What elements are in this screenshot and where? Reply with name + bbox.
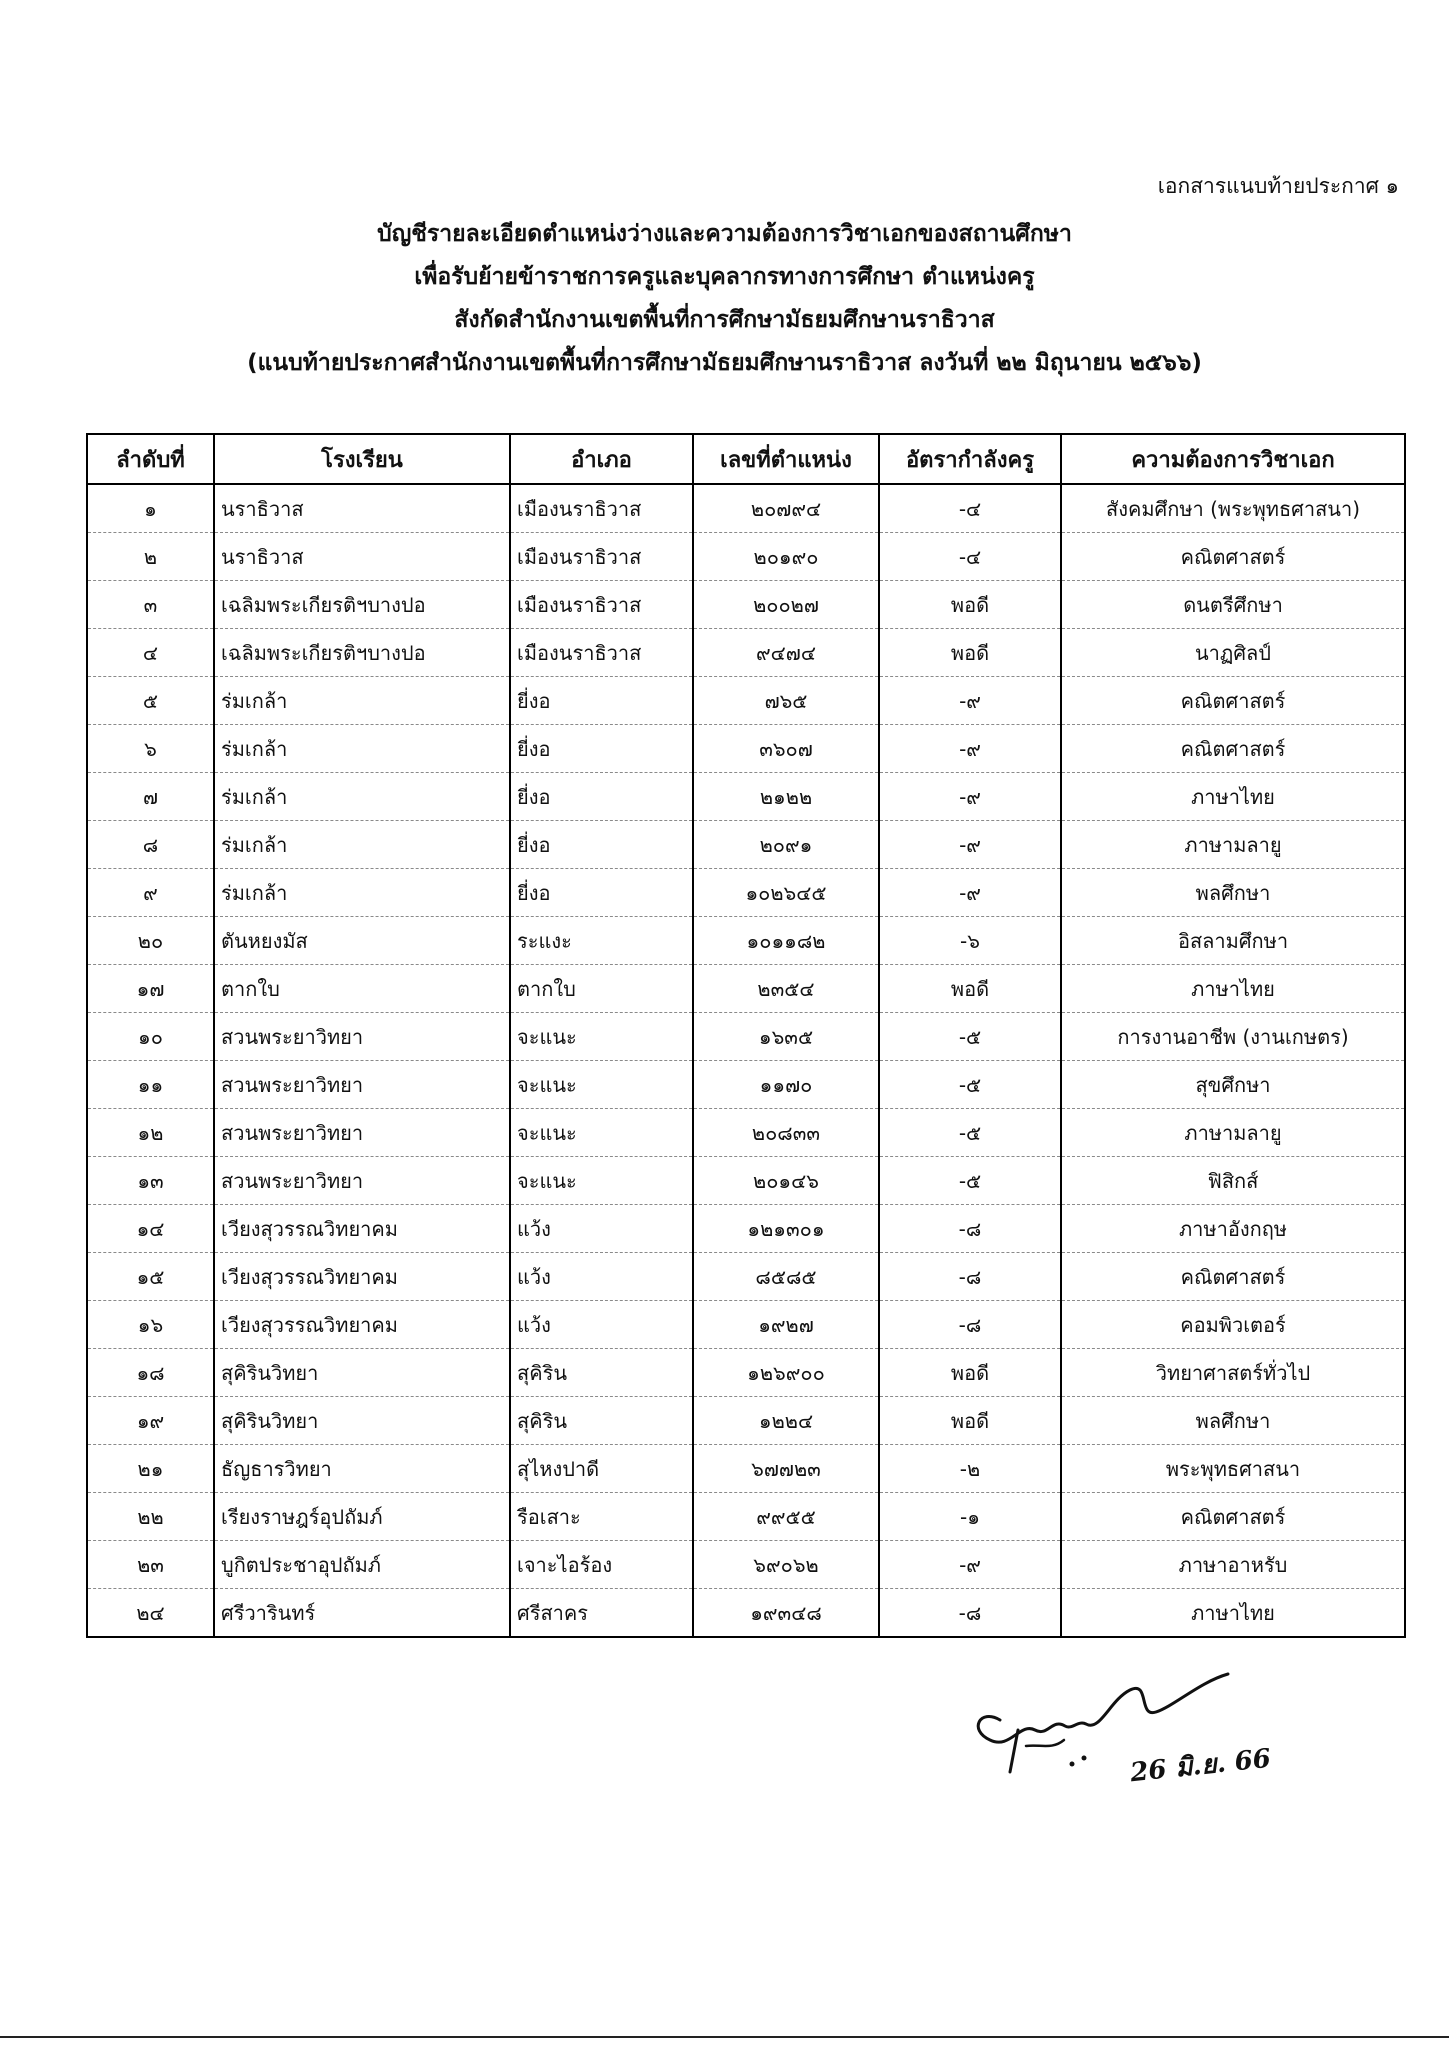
table-row <box>87 484 1405 533</box>
cell-position-number: ๒๐๑๔๖ <box>693 1157 879 1205</box>
cell-position-number: ๓๖๐๗ <box>693 725 879 773</box>
cell-order: ๑๑ <box>87 1061 214 1109</box>
cell-district: ยี่งอ <box>510 773 693 821</box>
cell-order: ๑๒ <box>87 1109 214 1157</box>
table-row <box>87 917 1405 965</box>
cell-order: ๑๕ <box>87 1253 214 1301</box>
table-row <box>87 1061 1405 1109</box>
cell-district: ยี่งอ <box>510 821 693 869</box>
cell-position-number: ๘๕๘๕ <box>693 1253 879 1301</box>
cell-school: สุคิรินวิทยา <box>214 1397 510 1445</box>
cell-staffing: -๘ <box>879 1253 1061 1301</box>
table-row <box>87 965 1405 1013</box>
cell-order: ๒๑ <box>87 1445 214 1493</box>
cell-school: ร่มเกล้า <box>214 677 510 725</box>
cell-major-required: คณิตศาสตร์ <box>1061 725 1405 773</box>
cell-position-number: ๒๐๑๙๐ <box>693 533 879 581</box>
header-order: ลำดับที่ <box>87 434 214 484</box>
attachment-label: เอกสารแนบท้ายประกาศ ๑ <box>1157 174 1399 198</box>
cell-major-required: ภาษาอาหรับ <box>1061 1541 1405 1589</box>
title-line-1: บัญชีรายละเอียดตำแหน่งว่างและความต้องการวิชาเอกของสถานศึกษา <box>377 221 1072 247</box>
cell-school: ธัญธารวิทยา <box>214 1445 510 1493</box>
cell-order: ๒๒ <box>87 1493 214 1541</box>
cell-district: ตากใบ <box>510 965 693 1013</box>
cell-major-required: พระพุทธศาสนา <box>1061 1445 1405 1493</box>
header-staffing: อัตรากำลังครู <box>879 434 1061 484</box>
cell-staffing: พอดี <box>879 629 1061 677</box>
cell-position-number: ๙๙๕๕ <box>693 1493 879 1541</box>
cell-staffing: -๔ <box>879 484 1061 533</box>
table-row <box>87 1205 1405 1253</box>
cell-major-required: สุขศึกษา <box>1061 1061 1405 1109</box>
cell-major-required: ดนตรีศึกษา <box>1061 581 1405 629</box>
cell-staffing: -๙ <box>879 821 1061 869</box>
table-row <box>87 1589 1405 1638</box>
cell-order: ๒๔ <box>87 1589 214 1638</box>
cell-order: ๒๐ <box>87 917 214 965</box>
table-row <box>87 1349 1405 1397</box>
table-row <box>87 1445 1405 1493</box>
cell-district: ยี่งอ <box>510 677 693 725</box>
cell-school: เวียงสุวรรณวิทยาคม <box>214 1253 510 1301</box>
cell-school: บูกิตประชาอุปถัมภ์ <box>214 1541 510 1589</box>
page-bottom-rule <box>0 2036 1449 2038</box>
table-row <box>87 581 1405 629</box>
table-row <box>87 533 1405 581</box>
title-line-3: สังกัดสำนักงานเขตพื้นที่การศึกษามัธยมศึกษานราธิวาส <box>454 307 995 333</box>
cell-staffing: -๔ <box>879 533 1061 581</box>
table-row <box>87 1301 1405 1349</box>
table-row <box>87 869 1405 917</box>
cell-major-required: พลศึกษา <box>1061 1397 1405 1445</box>
cell-school: ตันหยงมัส <box>214 917 510 965</box>
cell-school: เฉลิมพระเกียรติฯบางปอ <box>214 629 510 677</box>
cell-order: ๒ <box>87 533 214 581</box>
cell-school: เรียงราษฎร์อุปถัมภ์ <box>214 1493 510 1541</box>
cell-order: ๔ <box>87 629 214 677</box>
cell-staffing: -๘ <box>879 1205 1061 1253</box>
cell-school: ร่มเกล้า <box>214 869 510 917</box>
cell-district: ยี่งอ <box>510 725 693 773</box>
cell-order: ๘ <box>87 821 214 869</box>
table-row <box>87 1541 1405 1589</box>
cell-district: จะแนะ <box>510 1157 693 1205</box>
cell-position-number: ๑๐๒๖๔๕ <box>693 869 879 917</box>
cell-school: เวียงสุวรรณวิทยาคม <box>214 1301 510 1349</box>
cell-major-required: ฟิสิกส์ <box>1061 1157 1405 1205</box>
table-row <box>87 629 1405 677</box>
cell-school: สวนพระยาวิทยา <box>214 1157 510 1205</box>
cell-major-required: ภาษามลายู <box>1061 1109 1405 1157</box>
cell-staffing: พอดี <box>879 581 1061 629</box>
cell-school: เวียงสุวรรณวิทยาคม <box>214 1205 510 1253</box>
cell-school: เฉลิมพระเกียรติฯบางปอ <box>214 581 510 629</box>
cell-order: ๑๙ <box>87 1397 214 1445</box>
cell-school: ร่มเกล้า <box>214 725 510 773</box>
cell-position-number: ๑๙๓๔๘ <box>693 1589 879 1638</box>
table-row <box>87 1493 1405 1541</box>
cell-staffing: -๙ <box>879 869 1061 917</box>
cell-major-required: คณิตศาสตร์ <box>1061 533 1405 581</box>
cell-school: สุคิรินวิทยา <box>214 1349 510 1397</box>
table-body <box>87 484 1405 1637</box>
cell-order: ๓ <box>87 581 214 629</box>
cell-order: ๑๐ <box>87 1013 214 1061</box>
cell-district: เมืองนราธิวาส <box>510 629 693 677</box>
cell-major-required: อิสลามศึกษา <box>1061 917 1405 965</box>
cell-major-required: ภาษาอังกฤษ <box>1061 1205 1405 1253</box>
cell-staffing: -๘ <box>879 1301 1061 1349</box>
cell-order: ๒๓ <box>87 1541 214 1589</box>
cell-position-number: ๙๔๗๔ <box>693 629 879 677</box>
cell-position-number: ๒๐๗๙๔ <box>693 484 879 533</box>
cell-staffing: -๙ <box>879 677 1061 725</box>
cell-order: ๕ <box>87 677 214 725</box>
cell-order: ๗ <box>87 773 214 821</box>
cell-district: สุคิริน <box>510 1397 693 1445</box>
cell-position-number: ๒๐๐๒๗ <box>693 581 879 629</box>
cell-position-number: ๑๙๒๗ <box>693 1301 879 1349</box>
cell-staffing: -๙ <box>879 1541 1061 1589</box>
cell-order: ๑๘ <box>87 1349 214 1397</box>
cell-staffing: -๒ <box>879 1445 1061 1493</box>
cell-position-number: ๑๒๒๔ <box>693 1397 879 1445</box>
cell-major-required: คณิตศาสตร์ <box>1061 1253 1405 1301</box>
header-position-number: เลขที่ตำแหน่ง <box>693 434 879 484</box>
cell-staffing: -๕ <box>879 1157 1061 1205</box>
cell-position-number: ๑๖๓๕ <box>693 1013 879 1061</box>
cell-school: สวนพระยาวิทยา <box>214 1013 510 1061</box>
table-row <box>87 1013 1405 1061</box>
cell-position-number: ๑๐๑๑๘๒ <box>693 917 879 965</box>
cell-district: เมืองนราธิวาส <box>510 484 693 533</box>
header-major-required: ความต้องการวิชาเอก <box>1061 434 1405 484</box>
cell-major-required: ภาษามลายู <box>1061 821 1405 869</box>
cell-major-required: ภาษาไทย <box>1061 1589 1405 1638</box>
cell-school: ร่มเกล้า <box>214 773 510 821</box>
header-district: อำเภอ <box>510 434 693 484</box>
cell-district: แว้ง <box>510 1301 693 1349</box>
cell-order: ๑๓ <box>87 1157 214 1205</box>
table-header-row <box>87 434 1405 484</box>
cell-major-required: การงานอาชีพ (งานเกษตร) <box>1061 1013 1405 1061</box>
title-line-2: เพื่อรับย้ายข้าราชการครูและบุคลากรทางการศึกษา ตำแหน่งครู <box>414 264 1035 290</box>
cell-position-number: ๖๗๗๒๓ <box>693 1445 879 1493</box>
table-row <box>87 677 1405 725</box>
table-row <box>87 1397 1405 1445</box>
cell-staffing: -๕ <box>879 1109 1061 1157</box>
table-row <box>87 821 1405 869</box>
cell-major-required: คณิตศาสตร์ <box>1061 677 1405 725</box>
cell-major-required: คณิตศาสตร์ <box>1061 1493 1405 1541</box>
cell-school: นราธิวาส <box>214 533 510 581</box>
signature-date: 26 มิ.ย. 66 <box>1128 1743 1273 1789</box>
cell-staffing: -๕ <box>879 1061 1061 1109</box>
cell-district: เมืองนราธิวาส <box>510 533 693 581</box>
cell-district: ระแงะ <box>510 917 693 965</box>
cell-district: แว้ง <box>510 1205 693 1253</box>
table-row <box>87 1109 1405 1157</box>
cell-staffing: -๘ <box>879 1589 1061 1638</box>
cell-major-required: ภาษาไทย <box>1061 773 1405 821</box>
cell-order: ๑ <box>87 484 214 533</box>
cell-district: จะแนะ <box>510 1061 693 1109</box>
cell-school: สวนพระยาวิทยา <box>214 1109 510 1157</box>
cell-position-number: ๑๒๑๓๐๑ <box>693 1205 879 1253</box>
cell-position-number: ๑๒๖๙๐๐ <box>693 1349 879 1397</box>
cell-staffing: -๙ <box>879 725 1061 773</box>
vacancy-table <box>86 433 1406 1638</box>
cell-order: ๑๔ <box>87 1205 214 1253</box>
cell-staffing: -๕ <box>879 1013 1061 1061</box>
table-row <box>87 773 1405 821</box>
cell-major-required: คอมพิวเตอร์ <box>1061 1301 1405 1349</box>
cell-position-number: ๑๑๗๐ <box>693 1061 879 1109</box>
cell-major-required: นาฏศิลป์ <box>1061 629 1405 677</box>
cell-major-required: พลศึกษา <box>1061 869 1405 917</box>
cell-district: จะแนะ <box>510 1013 693 1061</box>
cell-school: ตากใบ <box>214 965 510 1013</box>
cell-school: นราธิวาส <box>214 484 510 533</box>
cell-district: สุคิริน <box>510 1349 693 1397</box>
cell-district: ศรีสาคร <box>510 1589 693 1638</box>
table-row <box>87 1157 1405 1205</box>
cell-district: เจาะไอร้อง <box>510 1541 693 1589</box>
cell-position-number: ๗๖๕ <box>693 677 879 725</box>
cell-major-required: วิทยาศาสตร์ทั่วไป <box>1061 1349 1405 1397</box>
cell-staffing: พอดี <box>879 1349 1061 1397</box>
table-row <box>87 1253 1405 1301</box>
cell-staffing: -๙ <box>879 773 1061 821</box>
cell-district: สุไหงปาดี <box>510 1445 693 1493</box>
cell-district: จะแนะ <box>510 1109 693 1157</box>
document-title <box>0 213 1449 385</box>
title-line-4: (แนบท้ายประกาศสำนักงานเขตพื้นที่การศึกษามัธยมศึกษานราธิวาส ลงวันที่ ๒๒ มิถุนายน ๒๕๖๖) <box>247 350 1202 376</box>
cell-school: ศรีวารินทร์ <box>214 1589 510 1638</box>
cell-district: เมืองนราธิวาส <box>510 581 693 629</box>
cell-staffing: พอดี <box>879 1397 1061 1445</box>
cell-district: ยี่งอ <box>510 869 693 917</box>
cell-district: แว้ง <box>510 1253 693 1301</box>
cell-major-required: สังคมศึกษา (พระพุทธศาสนา) <box>1061 484 1405 533</box>
cell-position-number: ๖๙๐๖๒ <box>693 1541 879 1589</box>
table-row <box>87 725 1405 773</box>
cell-order: ๑๗ <box>87 965 214 1013</box>
header-school: โรงเรียน <box>214 434 510 484</box>
cell-order: ๖ <box>87 725 214 773</box>
cell-district: รือเสาะ <box>510 1493 693 1541</box>
cell-position-number: ๒๓๕๔ <box>693 965 879 1013</box>
cell-position-number: ๒๑๒๒ <box>693 773 879 821</box>
cell-staffing: พอดี <box>879 965 1061 1013</box>
cell-staffing: -๖ <box>879 917 1061 965</box>
cell-school: ร่มเกล้า <box>214 821 510 869</box>
cell-order: ๙ <box>87 869 214 917</box>
cell-major-required: ภาษาไทย <box>1061 965 1405 1013</box>
cell-staffing: -๑ <box>879 1493 1061 1541</box>
cell-school: สวนพระยาวิทยา <box>214 1061 510 1109</box>
cell-order: ๑๖ <box>87 1301 214 1349</box>
cell-position-number: ๒๐๘๓๓ <box>693 1109 879 1157</box>
cell-position-number: ๒๐๙๑ <box>693 821 879 869</box>
